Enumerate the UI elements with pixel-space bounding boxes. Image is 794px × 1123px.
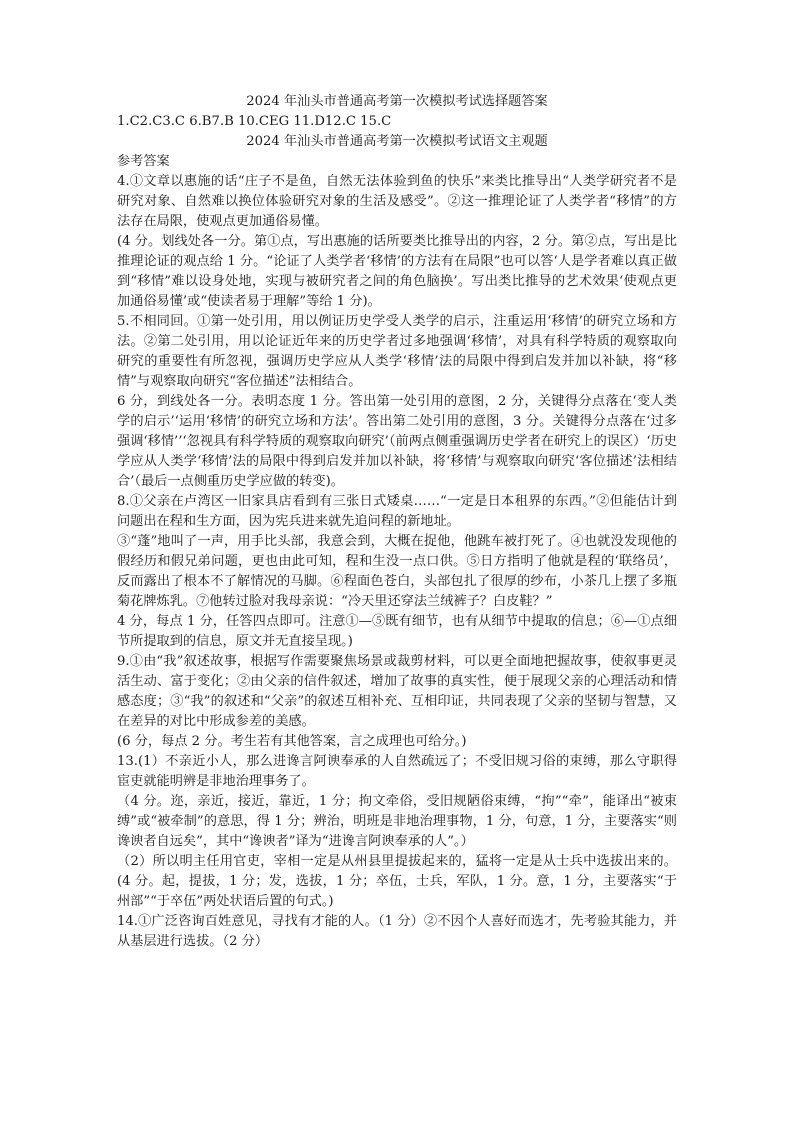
answer-paragraph-q4: 4.①文章以惠施的话“庄子不是鱼，自然无法体验到鱼的快乐”来类比推导出“人类学研究者不是研究对象、自然难以换位体验研究对象的生活及感受”。②这一推理论证了人类学者“移情”的方法存在局限，使观点更加通俗易懂。: [117, 174, 677, 229]
choice-answers-title: 2024 年汕头市普通高考第一次模拟考试选择题答案: [246, 94, 548, 109]
answer-paragraph-q14: 14.①广泛咨询百姓意见，寻找有才能的人。（1 分）②不因个人喜好而选才，先考验其能力，并从基层进行选拔。（2 分）: [117, 914, 677, 949]
answer-paragraph-q13-2: （2）所以明主任用官吏，宰相一定是从州县里提拔起来的，猛将一定是从士兵中选拔出来的。(4 分。起，提拔，1 分；发，选拔，1 分；卒伍，士兵，军队，1 分。意，1 分，主要落实“于州部”“于卒伍”两处状语后置的句式。): [117, 854, 677, 909]
subjective-answers-title: 2024 年汕头市普通高考第一次模拟考试语文主观题: [246, 134, 548, 149]
scoring-note-q5: 6 分，到线处各一分。表明态度 1 分。答出第一处引用的意图，2 分，关键得分点落在‘变人类学的启示’‘运用‘移情’的研究立场和方法’。答出第二处引用的意图，3 分。关键得分点落在‘过多强调‘移情’’‘忽视具有科学特质的观察取向研究’（前两点侧重强调历史学者在研究上的误区）‘历史学应从人类学‘移情’法的局限中得到启发并加以补缺，将‘移情’与观察取向研究‘客位描述’法相结合’（最后一点侧重历史学应做的转变)。: [117, 394, 677, 489]
answer-document: [117, 92, 677, 952]
answer-paragraph-q8-part2: ③“蓬”地叫了一声，用手比头部，我意会到，大概在捉他，他跳车被打死了。④也就没发现他的假经历和假兄弟问题，更也由此可知，程和生没一点口供。⑤日方指明了他就是程的‘联络员’，反而露出了根本不了解情况的马脚。⑥程面色苍白，头部包扎了很厚的纱布，小茶几上摆了多瓶菊花牌炼乳。⑦他转过脸对我母亲说：“冷天里还穿法兰绒裤子？白皮鞋？”: [117, 534, 677, 609]
choice-answers-line: 1.C2.C3.C 6.B7.B 10.CEG 11.D12.C 15.C: [117, 114, 392, 129]
scoring-note-q4: (4 分。划线处各一分。第①点，写出惠施的话所要类比推导出的内容，2 分。第②点，写出是比推理论证的观点给 1 分。“论证了人类学者‘移情’的方法有在局限”也可以答‘人是学者难以真正做到“移情”难以设身处地，实现与被研究者之间的角色脑换’。写出类比推导的艺术效果‘使观点更加通俗易懂’或“使读者易于理解”等给 1 分)。: [117, 234, 677, 309]
scoring-note-q8: 4 分，每点 1 分，任答四点即可。注意①—⑤既有细节，也有从细节中提取的信息；⑥—①点细节所提取到的信息，原文并无直接呈现。): [117, 614, 677, 649]
answer-paragraph-q13-1: 13.(1）不亲近小人，那么进谗言阿谀奉承的人自然疏远了；不受旧规习俗的束缚，那么守职得宦吏就能明辨是非地治理事务了。: [117, 754, 677, 789]
answer-paragraph-q8-part1: 8.①父亲在卢湾区一旧家具店看到有三张日式矮桌……“一定是日本租界的东西。”②但能估计到问题出在程和生方面，因为宪兵进来就先追问程的新地址。: [117, 494, 677, 529]
reference-answers-heading: 参考答案: [117, 154, 170, 169]
answer-paragraph-q5: 5.不相同回。①第一处引用，用以例证历史学受人类学的启示，注重运用‘移情’的研究立场和方法。②第二处引用，用以论证近年来的历史学者过多地强调‘移情’，对具有科学特质的观察取向研究的重要性有所忽视，强调历史学应从人类学‘移情’法的局限中得到启发并加以补缺，将“移情”与观察取向研究“客位描述”法相结合。: [117, 314, 677, 389]
scoring-note-q9: (6 分，每点 2 分。考生若有其他答案，言之成理也可给分。): [117, 734, 467, 749]
scoring-note-q13-1: （4 分。迩，亲近，接近，靠近，1 分；拘文牵俗，受旧规陋俗束缚，“拘”“牵”，能译出“被束缚”或“被牵制”的意思，得 1 分；辨治，明班是非地治理事物，1 分，句意，1 分，主要落实“则谗谀者自远矣”，其中“谗谀者”译为“进谗言阿谀奉承的人”。）: [117, 794, 677, 849]
answer-paragraph-q9: 9.①由“我”叙述故事，根据写作需要聚焦场景或裁剪材料，可以更全面地把握故事，使叙事更灵活生动、富于变化；②由父亲的信件叙述，增加了故事的真实性，便于展现父亲的心理活动和情感态度；③“我”的叙述和“父亲”的叙述互相补充、互相印证，共同表现了父亲的坚韧与智慧，又在差异的对比中形成参差的美感。: [117, 654, 677, 729]
